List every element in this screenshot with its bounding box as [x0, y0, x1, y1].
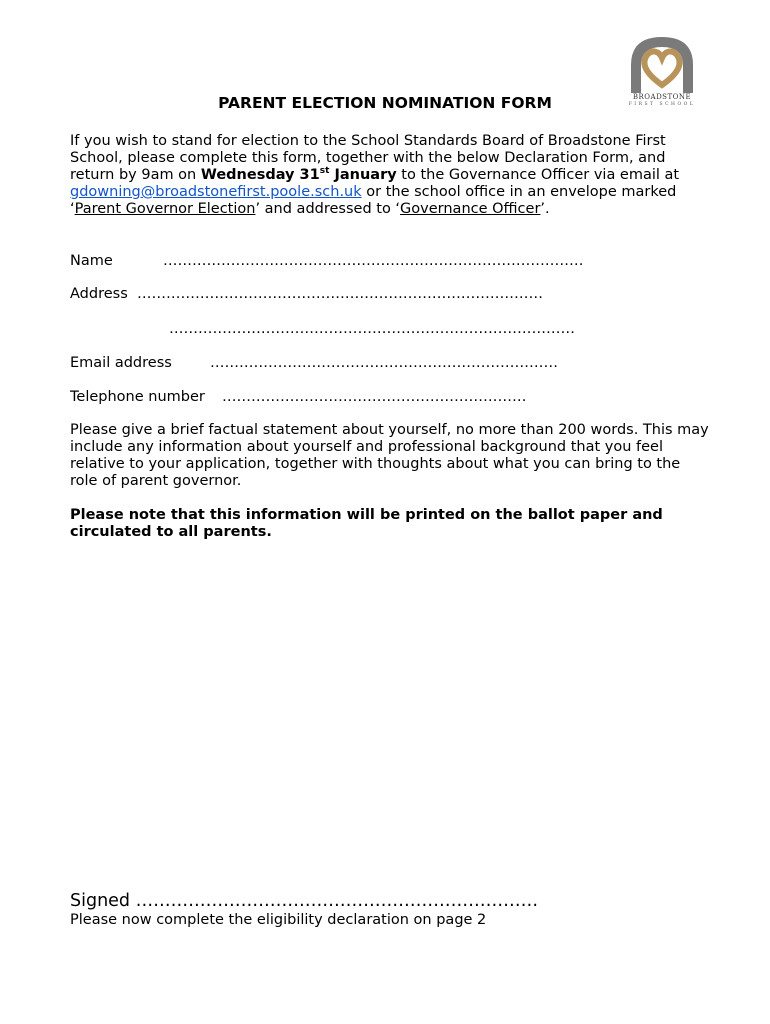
- address-field[interactable]: …………………………………………………………………………: [137, 286, 543, 302]
- intro-text: ’ and addressed to ‘: [255, 201, 401, 217]
- intro-text: ’.: [540, 201, 550, 217]
- intro-text: or the school office in an envelope marked ‘: [70, 184, 677, 217]
- intro-text: to the Governance Officer via email at: [396, 167, 680, 183]
- envelope-label: Parent Governor Election: [74, 201, 256, 217]
- name-field[interactable]: ……………………………………………………………………………: [163, 253, 584, 269]
- form-title: PARENT ELECTION NOMINATION FORM: [218, 94, 552, 112]
- intro-text: If you wish to stand for election to the School Standards Board of Broadstone First School, please complete this form, together with the below Declaration Form, and return by 9am on: [70, 133, 666, 183]
- email-link[interactable]: gdowning@broadstonefirst.poole.sch.uk: [70, 184, 362, 200]
- school-logo-icon: [625, 33, 700, 98]
- email-field[interactable]: ………………………………………………………………: [210, 355, 558, 371]
- signature-field[interactable]: ……………………………………………………………: [135, 891, 539, 911]
- email-label: Email address: [70, 355, 172, 371]
- school-logo-name: BROADSTONE: [632, 93, 692, 101]
- name-label: Name: [70, 253, 113, 269]
- signature-line[interactable]: [70, 891, 538, 911]
- school-logo-subtitle: FIRST SCHOOL: [628, 102, 696, 107]
- address-label: Address: [70, 286, 128, 302]
- telephone-field[interactable]: ………………………………………………………: [222, 389, 527, 405]
- addressee-label: Governance Officer: [400, 201, 541, 217]
- ballot-note: Please note that this information will be printed on the ballot paper and circulated to all parents.: [70, 507, 663, 540]
- address-field-line-2[interactable]: …………………………………………………………………………: [169, 321, 575, 337]
- intro-paragraph: [70, 133, 710, 218]
- signed-label: Signed: [70, 891, 131, 911]
- statement-instructions: Please give a brief factual statement about yourself, no more than 200 words. This may include any information about yourself and professional background that you feel relative to your application, together with thoughts about what you can bring to the role of parent governor.: [70, 422, 709, 489]
- deadline-date: Wednesday 31st January: [200, 166, 397, 183]
- footer-instruction: Please now complete the eligibility declaration on page 2: [70, 912, 487, 928]
- telephone-label: Telephone number: [70, 389, 205, 405]
